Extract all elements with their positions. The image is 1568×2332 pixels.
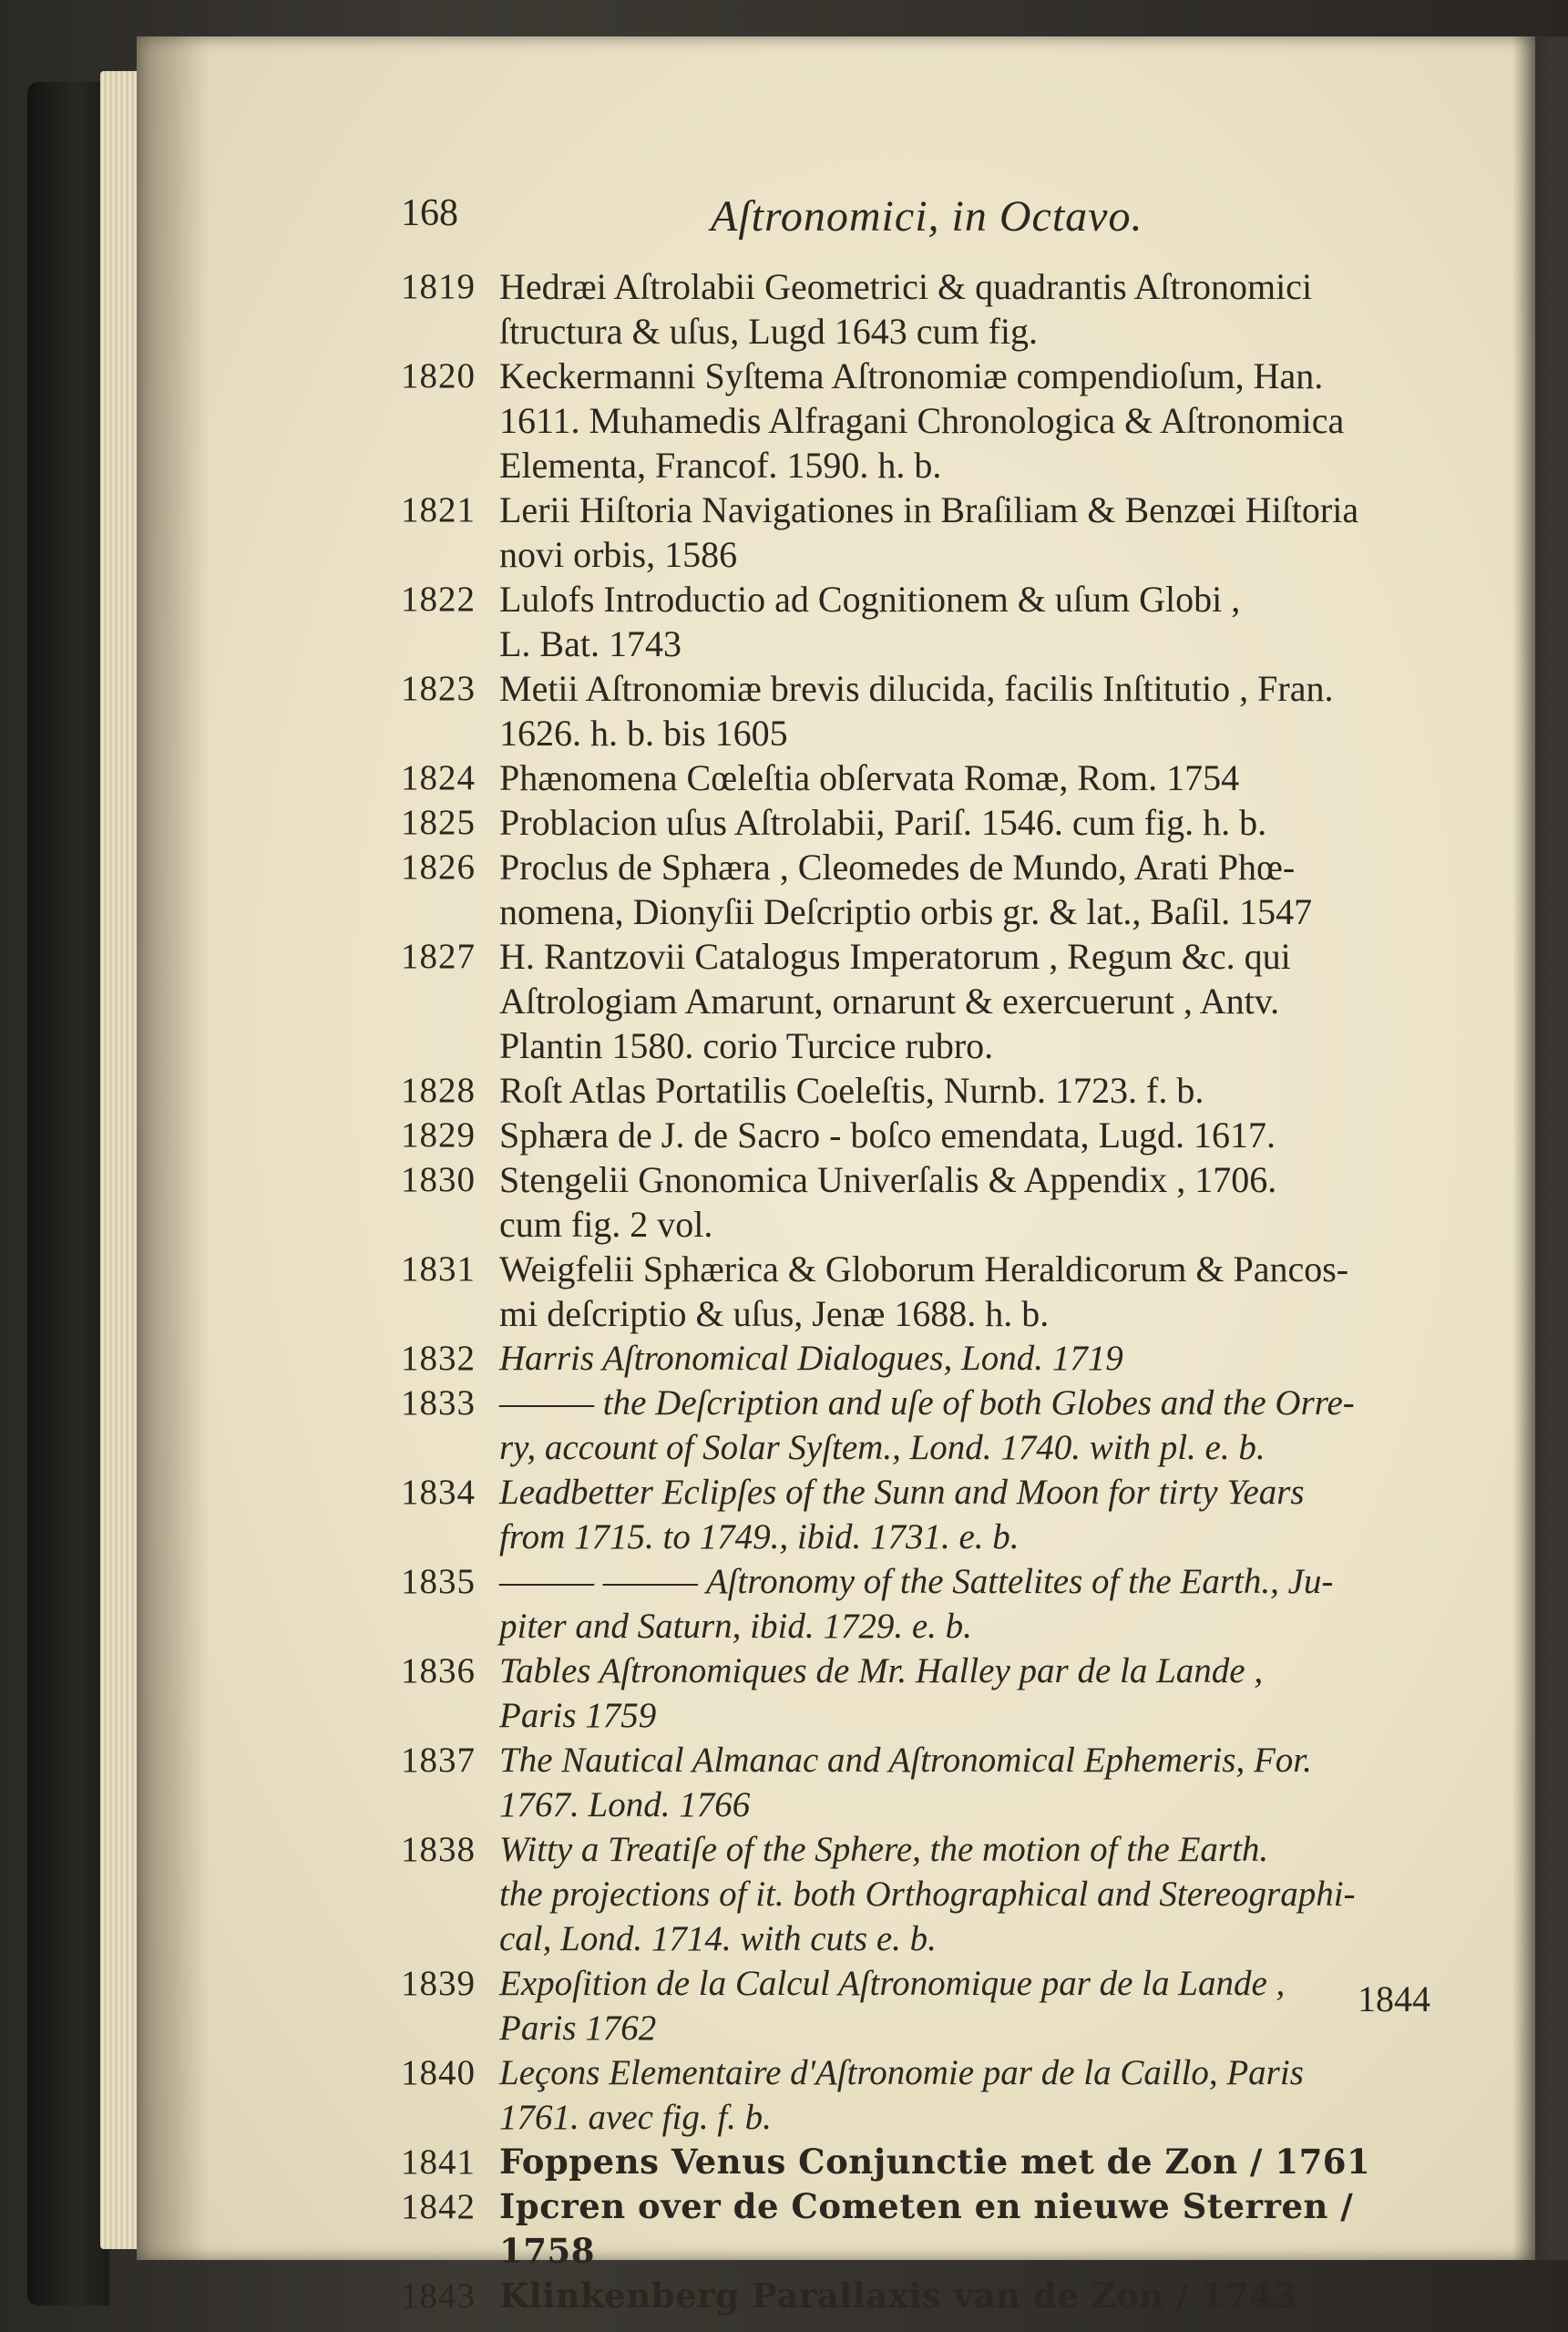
catalogue-entry (401, 1068, 1458, 1113)
entry-line: L. Bat. 1743 (499, 623, 682, 664)
entry-line: nomena, Dionyſii Deſcriptio orbis gr. & lat., Baſil. 1547 (499, 891, 1313, 932)
entry-line: H. Rantzovii Catalogus Imperatorum , Regum &c. qui (499, 936, 1291, 977)
catalogue-entry (401, 1827, 1458, 1961)
entry-number: 1841 (401, 2142, 476, 2182)
entry-text (499, 354, 1458, 488)
entry-line: cal, Lond. 1714. with cuts e. b. (499, 1919, 937, 1958)
running-head (401, 191, 1476, 255)
entry-line: Aſtrologiam Amarunt, ornarunt & exercuerunt , Antv. (499, 981, 1280, 1022)
entry-text (499, 2274, 1458, 2318)
entry-line: Hedræi Aſtrolabii Geometrici & quadrantis Aſtronomici (499, 266, 1313, 307)
catalogue-entry (401, 2140, 1458, 2184)
entry-text (499, 1113, 1458, 1157)
entry-number: 1826 (401, 848, 476, 887)
entry-number: 1830 (401, 1160, 476, 1199)
entry-text (499, 577, 1458, 666)
entry-text (499, 488, 1458, 577)
entry-line: Paris 1759 (499, 1696, 657, 1735)
entry-text (499, 1068, 1458, 1113)
entry-line: The Nautical Almanac and Aſtronomical Ephemeris, For. (499, 1741, 1312, 1780)
entry-text (499, 1157, 1458, 1247)
entry-line: Ipcren over de Cometen en nieuwe Sterren / 1758 (499, 2186, 1366, 2271)
entry-line: mi deſcriptio & uſus, Jenæ 1688. h. b. (499, 1293, 1050, 1334)
entry-line: Leadbetter Eclipſes of the Sunn and Moon for tirty Years (499, 1473, 1305, 1512)
entry-line: piter and Saturn, ibid. 1729. e. b. (499, 1607, 972, 1646)
catalogue-entry (401, 1738, 1458, 1827)
entry-line: novi orbis, 1586 (499, 534, 738, 575)
catalogue-entry (401, 666, 1458, 755)
entry-line: Problacion uſus Aſtrolabii, Pariſ. 1546. cum fig. h. b. (499, 802, 1267, 843)
catalogue-entry (401, 264, 1458, 354)
entry-number: 1822 (401, 580, 476, 619)
catalogue-entry (401, 2184, 1458, 2274)
catalogue-entry (401, 2274, 1458, 2318)
entry-line: cum fig. 2 vol. (499, 1204, 713, 1245)
entry-text (499, 666, 1458, 755)
entry-number: 1831 (401, 1249, 476, 1289)
entry-line: 1611. Muhamedis Alfragani Chronologica & Aſtronomica (499, 400, 1345, 441)
catalogue-entry (401, 845, 1458, 934)
entry-line: ——— the Deſcription and uſe of both Globes and the Orre- (499, 1383, 1355, 1423)
entry-text (499, 1961, 1458, 2050)
catchword: 1844 (1358, 1978, 1430, 2019)
entry-number: 1842 (401, 2187, 476, 2226)
entry-line: Metii Aſtronomiæ brevis dilucida, facilis Inſtitutio , Fran. (499, 668, 1334, 709)
entry-line: 1626. h. b. bis 1605 (499, 713, 788, 754)
catalogue-entry (401, 488, 1458, 577)
entry-text (499, 264, 1458, 354)
entry-line: Stengelii Gnonomica Univerſalis & Appendix , 1706. (499, 1159, 1277, 1200)
book-cover-edge (27, 82, 109, 2306)
entry-line: Tables Aſtronomiques de Mr. Halley par de la Lande , (499, 1651, 1264, 1690)
entry-text (499, 934, 1458, 1068)
entry-line: 1761. avec fig. f. b. (499, 2098, 772, 2137)
page-number: 168 (401, 192, 458, 234)
entry-number: 1833 (401, 1383, 476, 1423)
entry-line: ry, account of Solar Syſtem., Lond. 1740. with pl. e. b. (499, 1428, 1266, 1467)
catalogue-entries (401, 264, 1458, 2318)
catalogue-entry (401, 1113, 1458, 1157)
entry-number: 1843 (401, 2276, 476, 2316)
entry-number: 1835 (401, 1562, 476, 1601)
entry-text (499, 2050, 1458, 2140)
entry-number: 1839 (401, 1964, 476, 2003)
catalogue-entry (401, 1649, 1458, 1738)
entry-number: 1824 (401, 758, 476, 797)
catalogue-entry (401, 800, 1458, 845)
entry-line: Klinkenberg Parallaxis van de Zon / 1743 (499, 2275, 1297, 2316)
entry-text (499, 1827, 1458, 1961)
entry-line: Proclus de Sphæra , Cleomedes de Mundo, Arati Phœ- (499, 847, 1296, 888)
catalogue-entry (401, 1470, 1458, 1559)
catalogue-entry (401, 1381, 1458, 1470)
entry-line: Expoſition de la Calcul Aſtronomique par de la Lande , (499, 1964, 1286, 2003)
entry-line: Weigfelii Sphærica & Globorum Heraldicorum & Pancos- (499, 1248, 1349, 1289)
entry-number: 1840 (401, 2053, 476, 2092)
catalogue-entry (401, 354, 1458, 488)
page-right-edge (1512, 36, 1568, 2260)
entry-text (499, 845, 1458, 934)
entry-text (499, 1649, 1458, 1738)
entry-text (499, 1738, 1458, 1827)
entry-number: 1837 (401, 1741, 476, 1780)
entry-text (499, 1559, 1458, 1649)
entry-line: ——— ——— Aſtronomy of the Sattelites of the Earth., Ju- (499, 1562, 1334, 1601)
entry-line: Keckermanni Syſtema Aſtronomiæ compendioſum, Han. (499, 355, 1324, 396)
entry-number: 1832 (401, 1339, 476, 1378)
entry-text (499, 800, 1458, 845)
entry-text (499, 755, 1458, 800)
entry-number: 1823 (401, 669, 476, 708)
catalogue-entry (401, 1247, 1458, 1336)
entry-number: 1828 (401, 1071, 476, 1110)
entry-line: 1767. Lond. 1766 (499, 1785, 751, 1824)
running-title: Aſtronomici, in Octavo. (711, 192, 1143, 241)
entry-number: 1825 (401, 803, 476, 842)
entry-number: 1827 (401, 937, 476, 976)
entry-line: Paris 1762 (499, 2008, 657, 2048)
entry-line: Phænomena Cœleſtia obſervata Romæ, Rom. 1754 (499, 757, 1240, 798)
entry-line: Roſt Atlas Portatilis Coeleſtis, Nurnb. 1723. f. b. (499, 1070, 1204, 1111)
entry-line: Harris Aſtronomical Dialogues, Lond. 1719 (499, 1339, 1123, 1378)
entry-text (499, 1470, 1458, 1559)
catalogue-entry (401, 1559, 1458, 1649)
entry-line: Lulofs Introductio ad Cognitionem & uſum Globi , (499, 579, 1241, 620)
entry-number: 1821 (401, 490, 476, 529)
catalogue-entry (401, 1336, 1458, 1381)
entry-line: Leçons Elementaire d'Aſtronomie par de la Caillo, Paris (499, 2053, 1304, 2092)
entry-line: Plantin 1580. corio Turcice rubro. (499, 1025, 994, 1066)
entry-line: Sphæra de J. de Sacro - boſco emendata, Lugd. 1617. (499, 1115, 1276, 1156)
entry-line: Lerii Hiſtoria Navigationes in Braſiliam & Benzœi Hiſtoria (499, 489, 1359, 530)
entry-number: 1838 (401, 1830, 476, 1869)
catalogue-entry (401, 934, 1458, 1068)
entry-line: from 1715. to 1749., ibid. 1731. e. b. (499, 1517, 1020, 1556)
catalogue-entry (401, 755, 1458, 800)
entry-number: 1819 (401, 267, 476, 306)
catalogue-entry (401, 577, 1458, 666)
entry-line: the projections of it. both Orthographical and Stereographi- (499, 1875, 1356, 1914)
catalogue-entry (401, 1961, 1458, 2050)
entry-number: 1820 (401, 356, 476, 396)
entry-text (499, 2140, 1458, 2184)
page-gutter-shadow (137, 36, 210, 2260)
entry-line: Elementa, Francof. 1590. h. b. (499, 445, 942, 486)
entry-line: ſtructura & uſus, Lugd 1643 cum fig. (499, 311, 1039, 352)
catalogue-entry (401, 2050, 1458, 2140)
entry-text (499, 1381, 1458, 1470)
entry-line: Foppens Venus Conjunctie met de Zon / 1761 (499, 2142, 1371, 2182)
entry-number: 1834 (401, 1473, 476, 1512)
entry-line: Witty a Treatiſe of the Sphere, the motion of the Earth. (499, 1830, 1269, 1869)
entry-number: 1829 (401, 1115, 476, 1155)
catalogue-entry (401, 1157, 1458, 1247)
entry-text (499, 1247, 1458, 1336)
entry-text (499, 1336, 1458, 1381)
entry-number: 1836 (401, 1651, 476, 1690)
entry-text (499, 2184, 1458, 2274)
